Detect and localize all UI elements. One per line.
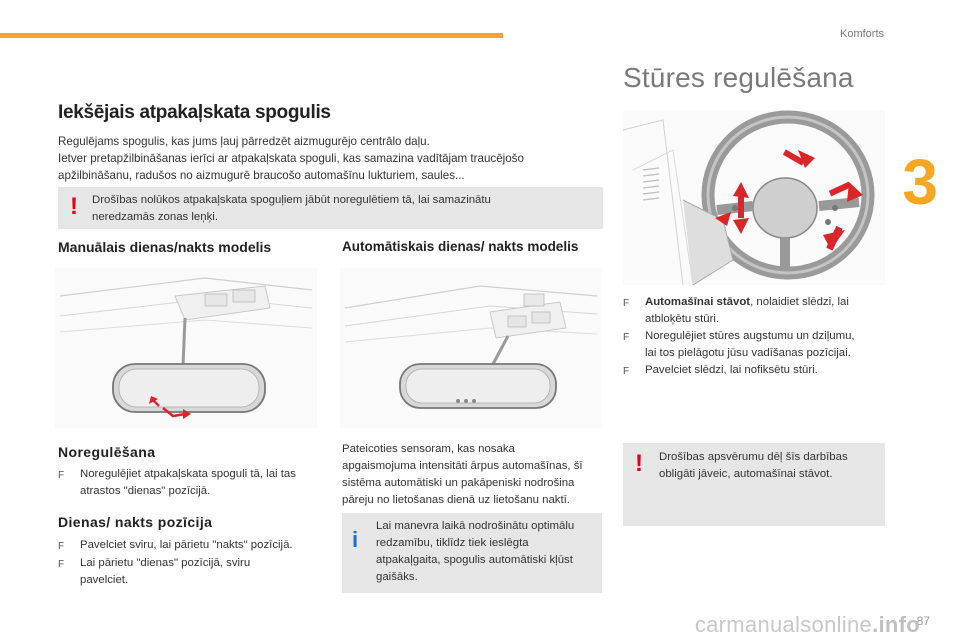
intro-line: apžilbināšanu, radušos no aizmugurē braucošo automašīnu lukturiem, saules...	[58, 169, 465, 182]
bullet-line: pavelciet.	[80, 574, 129, 586]
auto-model-title: Automātiskais dienas/ nakts modelis	[342, 239, 579, 254]
manual-mirror-drawing	[55, 268, 317, 428]
watermark-suffix: .info	[872, 612, 920, 637]
list-item	[58, 537, 328, 555]
steering-steps-list	[623, 294, 885, 380]
auto-model-description	[342, 441, 604, 509]
bullet-line: Pavelciet sviru, lai pārietu "nakts" pozīcijā.	[80, 539, 293, 551]
header-accent-bar	[0, 33, 503, 38]
watermark-prefix: carmanualsonline	[694, 612, 873, 637]
list-item	[58, 466, 328, 500]
steering-warning-box	[623, 443, 885, 526]
intro-line: Ietver pretapžilbināšanas ierīci ar atpakaļskata spoguli, kas samazina vadītājam traucējošo	[58, 152, 524, 165]
info-icon: i	[352, 527, 359, 552]
bullet-text: , nolaidiet slēdzi, lai	[750, 296, 849, 308]
watermark	[695, 612, 920, 638]
bullet-line: Lai pārietu "dienas" pozīcijā, sviru	[80, 557, 251, 569]
warning-line: Drošības apsvērumu dēļ šīs darbības	[659, 451, 848, 463]
adjustment-list	[58, 466, 328, 500]
list-item	[623, 362, 885, 380]
bullet-icon: F	[58, 541, 65, 552]
info-line: redzamību, tiklīdz tiek ieslēgta	[376, 537, 529, 549]
mirror-intro	[58, 133, 603, 184]
steering-wheel-drawing	[623, 110, 885, 285]
section-name: Komforts	[839, 28, 884, 40]
warning-line: obligāti jāveic, automašīnai stāvot.	[659, 468, 833, 480]
info-line: gaišāks.	[376, 571, 418, 583]
adjustment-title: Noregulēšana	[58, 444, 156, 460]
info-line: atpakaļgaita, spogulis automātiski kļūst	[376, 554, 573, 566]
warning-icon: !	[635, 450, 643, 477]
manual-mirror-illustration	[55, 268, 317, 428]
mirror-warning-box	[58, 187, 603, 229]
warning-line: Drošības nolūkos atpakaļskata spoguļiem jābūt noregulētiem tā, lai samazinātu	[92, 194, 491, 206]
day-night-list	[58, 537, 328, 589]
auto-mirror-illustration	[340, 268, 602, 428]
steering-section-title: Stūres regulēšana	[623, 62, 854, 93]
bullet-line: Noregulējiet atpakaļskata spoguli tā, lai tas	[80, 468, 296, 480]
auto-mirror-drawing	[340, 268, 602, 428]
warning-icon: !	[70, 193, 78, 220]
auto-line: Pateicoties sensoram, kas nosaka	[342, 443, 515, 455]
bullet-icon: F	[58, 470, 65, 481]
bullet-icon: F	[623, 298, 630, 309]
manual-model-title: Manuālais dienas/nakts modelis	[58, 239, 272, 255]
bullet-line: lai tos pielāgotu jūsu vadīšanas pozīcijai.	[645, 347, 851, 359]
bullet-line: atrastos "dienas" pozīcijā.	[80, 485, 211, 497]
bullet-line: Noregulējiet stūres augstumu un dziļumu,	[645, 330, 855, 342]
warning-text	[92, 192, 491, 226]
page-number: 87	[916, 614, 930, 628]
steering-wheel-illustration	[623, 110, 885, 285]
info-line: Lai manevra laikā nodrošinātu optimālu	[376, 520, 575, 532]
auto-line: apgaismojuma intensitāti ārpus automašīnas, šī	[342, 460, 583, 472]
bullet-line	[645, 294, 849, 311]
info-text	[376, 518, 574, 586]
intro-line: Regulējams spogulis, kas jums ļauj pārredzēt aizmugurējo centrālo daļu.	[58, 135, 430, 148]
bullet-icon: F	[623, 366, 630, 377]
bullet-line: Pavelciet slēdzi, lai nofiksētu stūri.	[645, 364, 818, 376]
auto-line: sistēma automātiski un pakāpeniski nodrošina	[342, 477, 575, 489]
auto-line: pāreju no lietošanas dienā uz lietošanu naktī.	[342, 494, 570, 506]
bullet-icon: F	[58, 559, 65, 570]
warning-text	[659, 449, 848, 483]
day-night-title: Dienas/ nakts pozīcija	[58, 514, 213, 530]
list-item	[58, 555, 328, 589]
bullet-bold: Automašīnai stāvot	[645, 296, 751, 308]
list-item	[623, 294, 885, 328]
chapter-number: 3	[902, 146, 938, 218]
bullet-icon: F	[623, 332, 630, 343]
mirror-section-title: Iekšējais atpakaļskata spogulis	[58, 102, 331, 123]
bullet-line: atbloķētu stūri.	[645, 313, 720, 325]
reverse-info-box	[342, 513, 602, 593]
warning-line: neredzamās zonas leņķi.	[92, 211, 218, 223]
list-item	[623, 328, 885, 362]
